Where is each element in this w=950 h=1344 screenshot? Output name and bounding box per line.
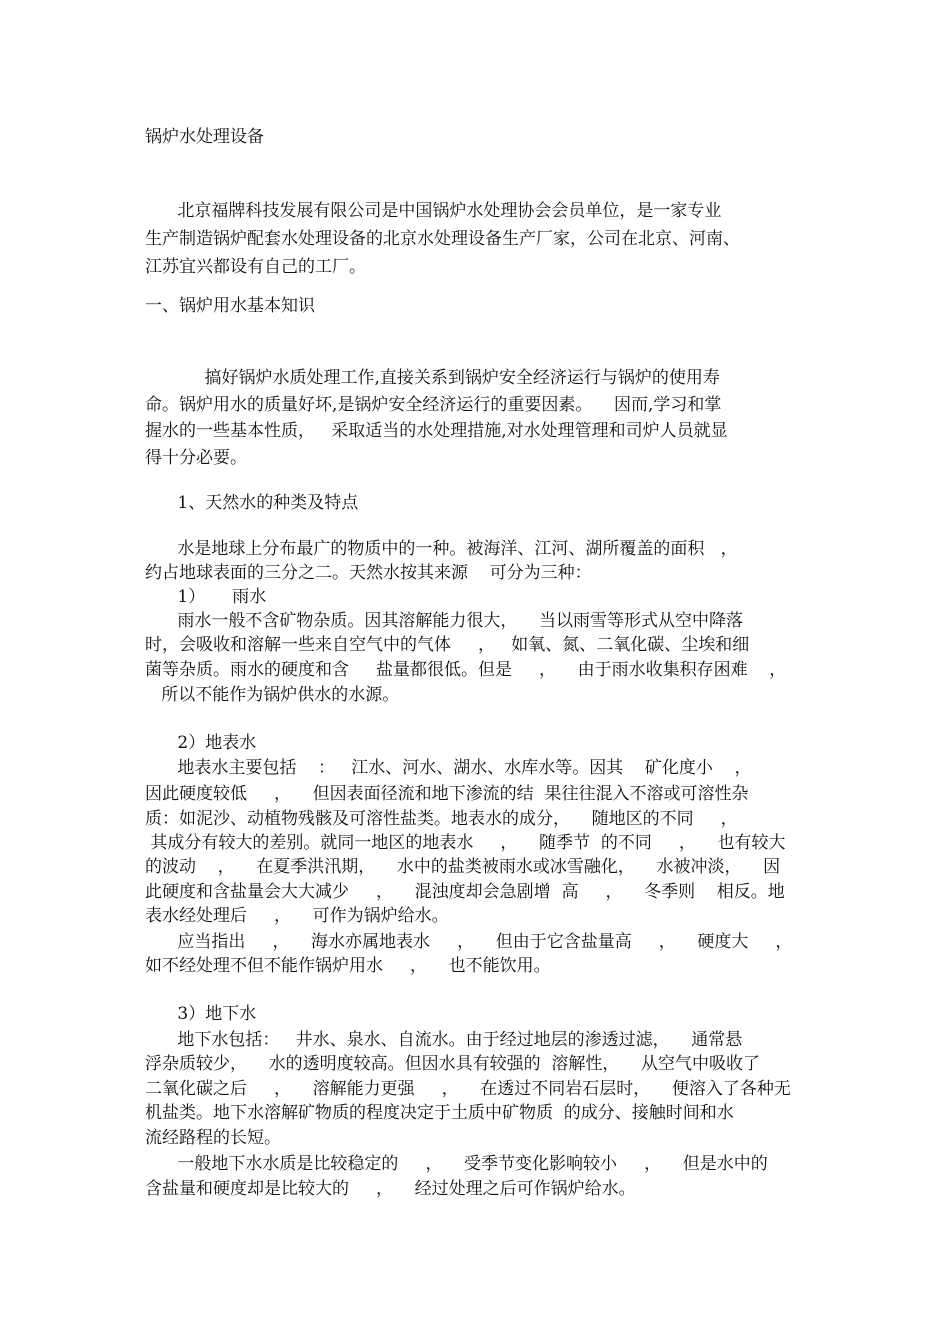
- paragraph-line: 命。锅炉用水的质量好坏,是锅炉安全经济运行的重要因素。 因而,学习和掌: [145, 395, 722, 415]
- intro-line: 北京福牌科技发展有限公司是中国锅炉水处理协会会员单位，是一家专业: [145, 201, 722, 221]
- section-heading: 一、锅炉用水基本知识: [145, 296, 315, 316]
- paragraph-line: 雨水一般不含矿物杂质。因其溶解能力很大， 当以雨雪等形式从空中降落: [145, 611, 744, 631]
- paragraph-line: 流经路程的长短。: [145, 1128, 281, 1148]
- paragraph-line: 的波动 ， 在夏季洪汛期， 水中的盐类被雨水或冰雪融化， 水被冲淡， 因: [145, 857, 781, 877]
- paragraph-line: 如不经处理不但不能作锅炉用水 ， 也不能饮用。: [145, 956, 551, 976]
- intro-line: 生产制造锅炉配套水处理设备的北京水处理设备生产厂家，公司在北京、河南、: [145, 229, 740, 249]
- item-heading: 3）地下水: [145, 1004, 257, 1024]
- intro-line: 江苏宜兴都设有自己的工厂。: [145, 257, 366, 277]
- item-heading: 2）地表水: [145, 733, 257, 753]
- paragraph-line: 因此硬度较低 ， 但因表面径流和地下渗流的结 果往往混入不溶或可溶性杂: [145, 784, 749, 804]
- item-heading: 1） 雨水: [145, 587, 267, 607]
- paragraph-line: 质：如泥沙、动植物残骸及可溶性盐类。地表水的成分， 随地区的不同 ，: [145, 809, 738, 829]
- paragraph-line: 含盐量和硬度却是比较大的 ， 经过处理之后可作锅炉给水。: [145, 1179, 636, 1199]
- paragraph-line: 机盐类。地下水溶解矿物质的程度决定于土质中矿物质 的成分、接触时间和水: [145, 1103, 734, 1123]
- paragraph-line: 地表水主要包括 ： 江水、河水、湖水、水库水等。因其 矿化度小 ，: [145, 758, 752, 778]
- paragraph-line: 其成分有较大的差别。就同一地区的地表水 ， 随季节 的不同 ， 也有较大: [145, 833, 786, 853]
- paragraph-line: 一般地下水水质是比较稳定的 ， 受季节变化影响较小 ， 但是水中的: [145, 1154, 768, 1174]
- paragraph-line: 时，会吸收和溶解一些来自空气中的气体 ， 如氧、氮、二氧化碳、尘埃和细: [145, 635, 750, 655]
- paragraph-line: 菌等杂质。雨水的硬度和含 盐量都很低。但是 ， 由于雨水收集积存困难 ，: [145, 660, 787, 680]
- paragraph-line: 握水的一些基本性质， 采取适当的水处理措施,对水处理管理和司炉人员就显: [145, 421, 728, 441]
- paragraph-line: 水是地球上分布最广的物质中的一种。被海洋、江河、湖所覆盖的面积 ，: [145, 539, 738, 559]
- document-title: 锅炉水处理设备: [145, 127, 264, 147]
- paragraph-line: 地下水包括： 井水、泉水、自流水。由于经过地层的渗透过滤， 通常悬: [145, 1030, 743, 1050]
- paragraph-line: 浮杂质较少， 水的透明度较高。但因水具有较强的 溶解性， 从空气中吸收了: [145, 1054, 761, 1074]
- subsection-heading: 1、天然水的种类及特点: [145, 493, 359, 513]
- paragraph-line: 所以不能作为锅炉供水的水源。: [145, 685, 400, 705]
- paragraph-line: 表水经处理后 ， 可作为锅炉给水。: [145, 906, 449, 926]
- paragraph-line: 得十分必要。: [145, 448, 247, 468]
- paragraph-line: 此硬度和含盐量会大大减少 ， 混浊度却会急剧增 高 ， 冬季则 相反。地: [145, 882, 785, 902]
- paragraph-line: 二氧化碳之后 ， 溶解能力更强 ， 在透过不同岩石层时， 便溶入了各种无: [145, 1079, 791, 1099]
- paragraph-line: 应当指出 ， 海水亦属地表水 ， 但由于它含盐量高 ， 硬度大 ，: [145, 932, 793, 952]
- paragraph-line: 搞好锅炉水质处理工作,直接关系到锅炉安全经济运行与锅炉的使用寿: [145, 368, 720, 388]
- paragraph-line: 约占地球表面的三分之二。天然水按其来源 可分为三种：: [145, 563, 592, 583]
